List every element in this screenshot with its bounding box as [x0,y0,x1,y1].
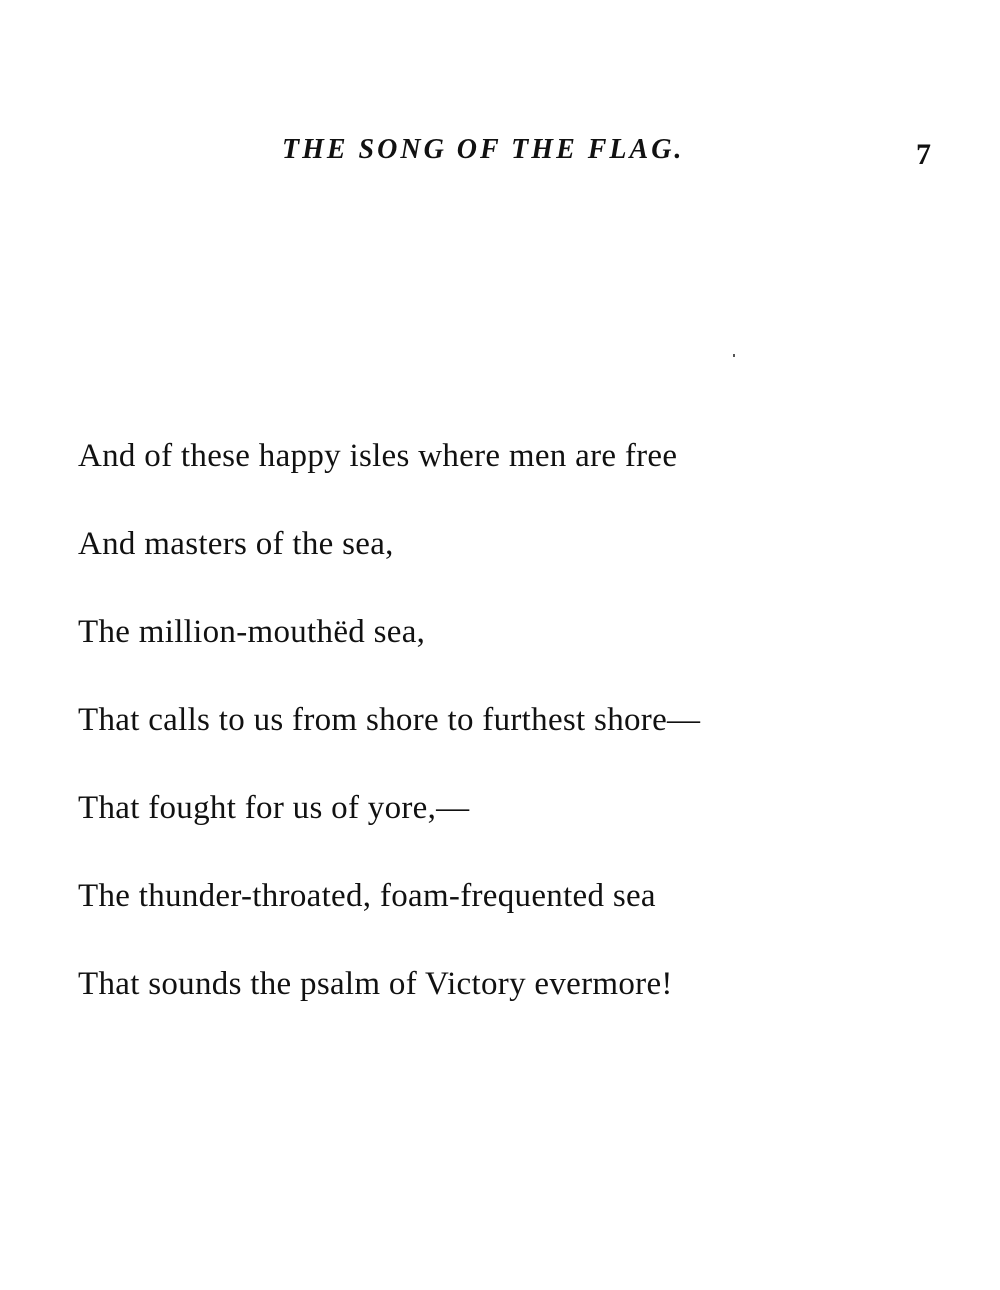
poem-line: The million-mouthëd sea, [78,614,426,650]
page-number: 7 [916,138,931,171]
poem-line: That calls to us from shore to furthest shore— [78,702,701,738]
poem-line: That sounds the psalm of Victory evermore! [78,966,673,1002]
poem-line: The thunder-throated, foam-frequented sea [78,878,656,914]
poem-line: And of these happy isles where men are free [78,438,678,474]
print-speck [733,354,735,357]
poem-line: That fought for us of yore,— [78,790,470,826]
poem-line: And masters of the sea, [78,526,394,562]
running-title: THE SONG OF THE FLAG. [282,134,685,165]
poem-stanza [78,440,700,1056]
